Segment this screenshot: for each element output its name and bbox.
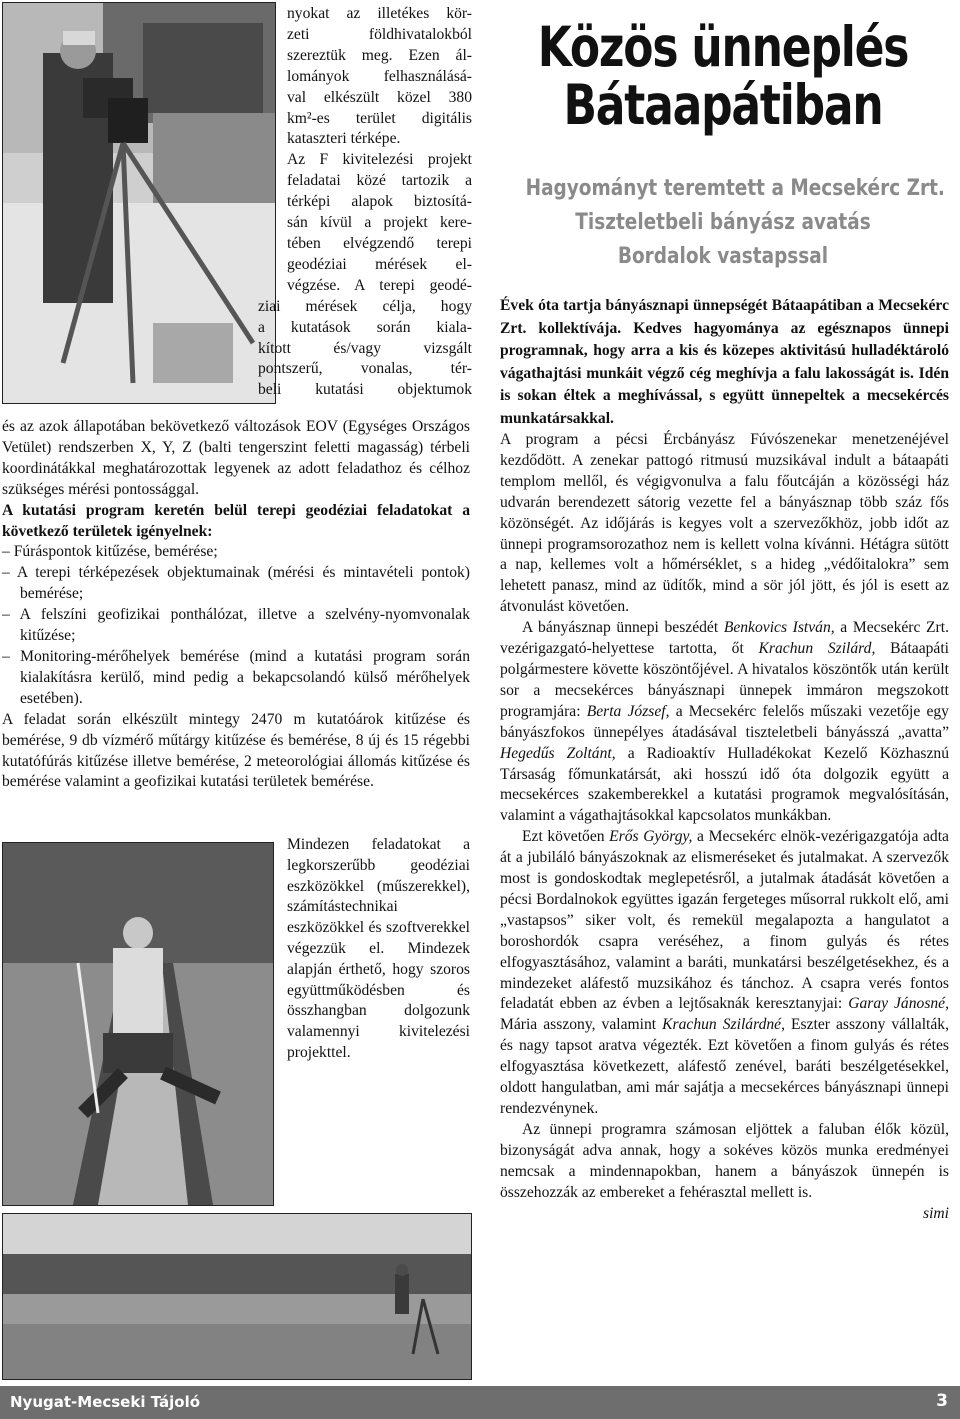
paragraph-closing: Az ünnepi programra számosan eljöttek a faluban élők közül, bizonyságát adva annak, hogy a sokéves közös munka eredményei nemcsak a mindennapokban, hanem a bányászok ünnepén is összehozzák az embereket a fehérasztal mellett is. <box>500 1120 949 1201</box>
article-text-left-main <box>2 417 470 793</box>
text-line: val elkészült közel 380 <box>287 88 472 106</box>
text-run: Mária asszony, valamint <box>500 1016 663 1034</box>
list-item: – Monitoring-mérőhelyek bemérése (mind a kutatási program során kialakításra kerülő, mind pedig a bekapcsolandó külső mérőhelyek esetében). <box>2 647 470 707</box>
subheading-miner-inauguration: Tiszteletbeli bányász avatás <box>575 210 871 235</box>
article-text-wrap-bottom <box>287 835 470 1064</box>
headline-line-2: Bátaapátiban <box>563 73 883 137</box>
text-line: szereztük meg. Ezen ál- <box>287 46 472 64</box>
text-line: sán kívül a projekt kere- <box>287 214 472 232</box>
page-footer <box>0 1386 960 1419</box>
publication-title: Nyugat-Mecseki Tájoló <box>10 1393 201 1411</box>
task-list <box>2 542 470 709</box>
person-name: Benkovics István, <box>723 619 835 637</box>
text-line: geodéziai mérések el- <box>287 255 472 273</box>
text-run: A bányásznap ünnepi beszédét <box>522 619 724 637</box>
author-signature: simi <box>923 1204 949 1222</box>
text-line: beli kutatási objektumok <box>258 381 472 399</box>
text-line: pontszerű, vonalas, tér- <box>258 360 472 378</box>
subheading-wine-songs: Bordalok vastapssal <box>617 244 829 269</box>
text-run: a Mecsekérc elnök-vezérigazgatója adta át a jubiláló bányászoknak az elismeréseket és jutalmakat. A szervezők most is gondoskodtak meglepetésről, a jutalmak átadását követően a pécsi Bordalnokok együttes igazán fergeteges műsorral rukkolt elő, ami „vastapsos” siker volt, és remekül megalapozta a hangulatot a boroshordók csapra veréséhez, a finom gulyás és rétes elfogyasztásához, valamint a baráti, munkatársi beszélgetésekhez, és a mindezeket aláfestő muzsikához és tánchoz. A csapra verés fontos feladatát ebben az évben a lejtősaknák keresztanyjai: <box>500 828 949 1013</box>
article-text-wrap-top <box>258 4 472 401</box>
photo-meadow-surveyor <box>2 1213 472 1380</box>
text-line: kataszteri térképe. <box>287 130 401 148</box>
text-line: lományok felhasználásá- <box>287 67 472 85</box>
subheading-tradition: Hagyományt teremtett a Mecsekérc Zrt. <box>525 176 945 201</box>
person-name: Hegedűs Zoltánt, <box>500 744 616 762</box>
lead-paragraph: Évek óta tartja bányásznapi ünnepségét Bátaapátiban a Mecsekérc Zrt. kollektívája. Kedves hagyománya az egésznapos ünnepi programnak, hogy arra a kis és közepes aktivitású hulladéktároló vágathajtási munkáit végző cég meghívja a falu lakosságát is. Idén is sokan éltek a meghívással, s együtt ünnepeltek a mecsekércés munkatársakkal. <box>500 297 949 427</box>
paragraph-program-intro: A kutatási program keretén belül terepi geodéziai feladatokat a következő területek igényelnek: <box>2 501 470 540</box>
paragraph-tools: Mindezen feladatokat a legkorszerűbb geodéziai eszközökkel (műszerekkel), számítástechnikai eszközökkel és szoftverekkel végezzük el. Mindezek alapján érthető, hogy szoros együttműködésben és összhangban dolgozunk valamennyi kivitelezési projekttel. <box>287 836 470 1061</box>
person-name: Krachun Szilárdné, <box>662 1016 785 1034</box>
text-line: zeti földhivatalokból <box>287 25 472 43</box>
person-name: Krachun Szilárd, <box>758 640 876 658</box>
article-header <box>488 15 958 137</box>
paragraph-awards <box>500 827 949 1120</box>
paragraph-results: A feladat során elkészült mintegy 2470 m kutatóárok kitűzése és bemérése, 9 db vízmérő műtárgy kitűzése és bemérése, 8 új és 15 régebbi kutatófúrás kitűzése illetve bemérése, 2 meteorológiai állomás kitűzése és bemérése valamint a geofizikai kutatási területek bemérése. <box>2 710 470 791</box>
paragraph-speech <box>500 618 949 827</box>
text-line: végzése. A terepi geodé- <box>287 276 472 294</box>
text-line: a kutatások során kiala- <box>258 318 472 336</box>
text-line: ziai mérések célja, hogy <box>258 297 472 315</box>
person-name: Berta József, <box>586 702 670 720</box>
text-run: a Mecsekérc felelős műszaki vezetője egy bányászfokos ünnepélyes átadásával tiszteletbeli bányásszá „avatta” <box>500 702 949 741</box>
text-line: térképi alapok biztosítá- <box>287 193 472 211</box>
page-number: 3 <box>936 1391 948 1411</box>
article-body-right <box>500 295 949 1224</box>
list-item: – A terepi térképezések objektumainak (mérési és mintavételi pontok) bemérése; <box>2 564 470 603</box>
text-line: Az F kivitelezési projekt <box>287 151 472 169</box>
photo-surveyor-tripod <box>2 2 276 404</box>
article-subheadings <box>488 172 958 274</box>
person-name: Garay Jánosné, <box>848 995 949 1013</box>
list-item: – Fúráspontok kitűzése, bemérése; <box>2 543 218 561</box>
photo-trench-jump <box>2 842 274 1206</box>
text-line: tében elvégzendő terepi <box>287 234 472 252</box>
paragraph-program: A program a pécsi Ércbányász Fúvószenekar menetzenéjével kezdődött. A zenekar pattogó ritmusú muzsikával indult a bátaapáti templom mellől, és végigvonulva a falu főutcáján a közösségi ház udvarán berendezett sátorig vezette fel a bányásznap több száz fős közönségét. Az időjárás is kegyes volt a szervezőkhöz, jobb időt az ünnepi programsorozathoz nem is kellett volna kívánni. Hétágra sütött a nap, kellemes volt a hőmérséklet, s a hideg „védőitalokra” sem lehetett panasz, mind az üdítők, mind a sör jól jött, és jól is esett az átvonulást követően. <box>500 431 949 616</box>
headline-line-1: Közös ünneplés <box>537 15 909 79</box>
text-line: feladatai közé tartozik a <box>287 172 472 190</box>
text-line: nyokat az illetékes kör- <box>287 5 472 22</box>
text-run: Bátaapáti polgármestere követte köszöntőjével. A hivatalos köszöntők után került sor a mecsekérces bányásznapi ünnepek immáron megszokott programjára: <box>500 640 949 720</box>
text-run: Ezt követően <box>522 828 610 846</box>
text-line: kított és/vagy vizsgált <box>258 339 472 357</box>
text-line: km²-es terület digitális <box>287 109 472 127</box>
text-run: a Radioaktív Hulladékokat Kezelő Közhasznú Társaság főmunkatársát, aki hosszú idő óta dolgozik együtt a mecsekérces szakemberekkel a kutatási programok megvalósításán, valamint a vágathajtásokkal kapcsolatos munkákban. <box>500 744 949 825</box>
text-run: a Mecsekérc Zrt. vezérigazgató-helyettese tartotta, őt <box>500 619 949 658</box>
paragraph-eov: és az azok állapotában bekövetkező változások EOV (Egységes Országos Vetület) rendszerben X, Y, Z (balti tengerszint feletti magasság) térbeli koordinátákkal meghatározottak legyenek az adott feladathoz és célhoz szükséges mérési pontossággal. <box>2 418 470 498</box>
list-item: – A felszíni geofizikai ponthálózat, illetve a szelvény-nyomvonalak kitűzése; <box>2 606 470 645</box>
text-run: Eszter asszony vállalták, és nagy tapsot aratva végezték. Ezt követően a finom gulyás és rétes elfogyasztása következett, aláfestő zenével, baráti beszélgetésekkel, oldott hangulatban, ami már sajátja a mecsekérces bányásznapi ünnepi rendezvénynek. <box>500 1016 949 1117</box>
person-name: Erős György, <box>609 828 693 846</box>
